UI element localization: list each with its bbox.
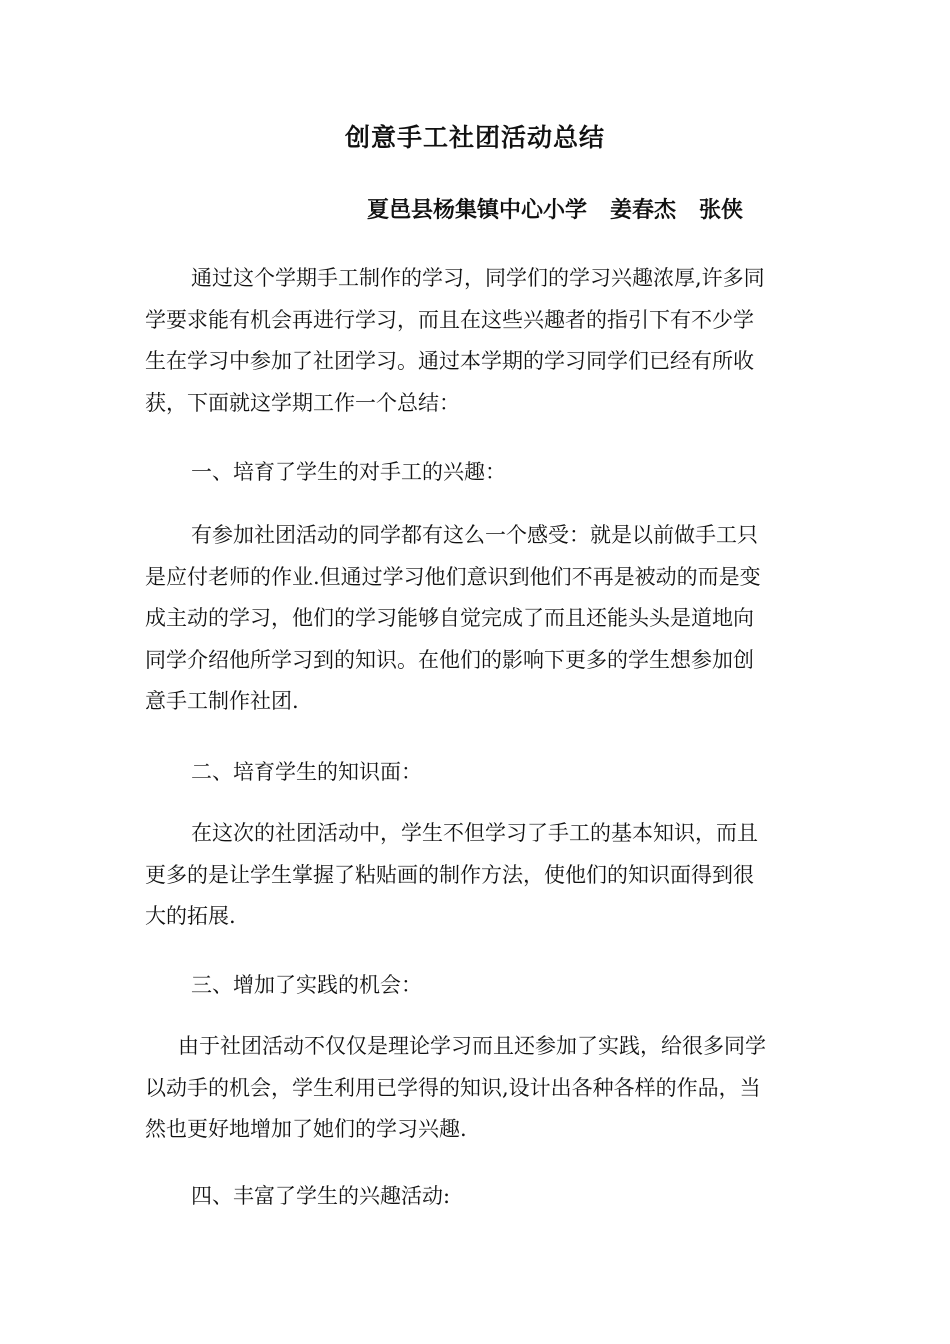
paragraph-line: 生在学习中参加了社团学习。通过本学期的学习同学们已经有所收 [145, 349, 754, 374]
intro-paragraph [145, 258, 810, 424]
paragraph-line: 获，下面就这学期工作一个总结： [145, 390, 460, 415]
paragraph-line: 同学介绍他所学习到的知识。在他们的影响下更多的学生想参加创 [145, 647, 754, 672]
paragraph-line: 更多的是让学生掌握了粘贴画的制作方法，使他们的知识面得到很 [145, 862, 754, 887]
section-heading-text: 一、培育了学生的对手工的兴趣： [191, 460, 506, 484]
section-heading-text: 三、增加了实践的机会： [191, 973, 422, 997]
section-heading-text: 四、丰富了学生的兴趣活动: [191, 1184, 451, 1208]
author-byline: 夏邑县杨集镇中心小学 姜春杰 张侠 [367, 198, 743, 223]
paragraph-line: 成主动的学习，他们的学习能够自觉完成了而且还能头头是道地向 [145, 606, 754, 631]
paragraph-line: 有参加社团活动的同学都有这么一个感受：就是以前做手工只 [191, 523, 758, 547]
section-heading [145, 1176, 810, 1218]
paragraph-line: 然也更好地增加了她们的学习兴趣. [145, 1117, 467, 1142]
paragraph-line: 是应付老师的作业.但通过学习他们意识到他们不再是被动的而是变 [145, 564, 761, 589]
document-title: 创意手工社团活动总结 [344, 123, 605, 152]
paragraph-line: 学要求能有机会再进行学习，而且在这些兴趣者的指引下有不少学 [145, 307, 754, 332]
paragraph-line: 通过这个学期手工制作的学习，同学们的学习兴趣浓厚,许多同 [191, 266, 765, 290]
paragraph-line: 由于社团活动不仅仅是理论学习而且还参加了实践，给很多同学 [178, 1034, 766, 1058]
section-heading [145, 452, 810, 494]
section-heading [145, 752, 810, 794]
section-heading [145, 965, 810, 1007]
section-paragraph [145, 1026, 810, 1151]
paragraph-line: 意手工制作社团. [145, 689, 299, 714]
section-heading-text: 二、培育学生的知识面： [191, 760, 422, 784]
section-paragraph [145, 515, 810, 723]
paragraph-line: 在这次的社团活动中，学生不但学习了手工的基本知识，而且 [191, 821, 758, 845]
paragraph-line: 大的拓展. [145, 904, 236, 929]
paragraph-line: 以动手的机会，学生利用已学得的知识,设计出各种各样的作品，当 [145, 1075, 761, 1100]
section-paragraph [145, 813, 810, 938]
